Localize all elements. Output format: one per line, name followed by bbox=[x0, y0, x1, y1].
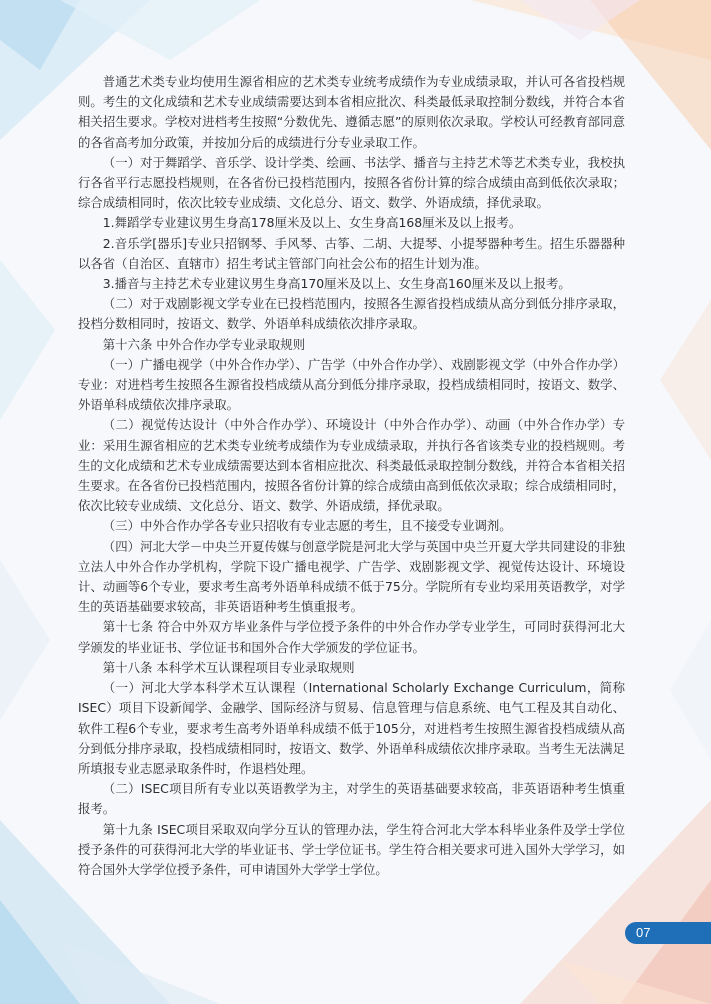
paragraph-item-1: （一）对于舞蹈学、音乐学、设计学类、绘画、书法学、播音与主持艺术等艺术类专业，我校执行各省平行志愿投档规则，在各省份已投档范围内，按照各省份计算的综合成绩由高到低依次录取；综合成绩相同时，依次比较专业成绩、文化总分、语文、数学、外语成绩，择优录取。 bbox=[78, 154, 625, 211]
paragraph-16-1: （一）广播电视学（中外合作办学）、广告学（中外合作办学）、戏剧影视文学（中外合作办学）专业：对进档考生按照各生源省投档成绩从高分到低分排序录取，投档成绩相同时，按语文、数学、外语单科成绩依次排序录取。 bbox=[78, 356, 625, 413]
article-18-heading: 第十八条 本科学术互认课程项目专业录取规则 bbox=[102, 659, 355, 675]
paragraph-intro: 普通艺术类专业均使用生源省相应的艺术类专业统考成绩作为专业成绩录取，并认可各省投档规则。考生的文化成绩和艺术专业成绩需要达到本省相应批次、科类最低录取控制分数线，并符合本省相关招生要求。学校对进档考生按照“分数优先、遵循志愿”的原则依次录取。学校认可经教育部同意的各省高考加分政策，并按加分后的成绩进行分专业录取工作。 bbox=[78, 74, 625, 150]
paragraph-item-2: （二）对于戏剧影视文学专业在已投档范围内，按照各生源省投档成绩从高分到低分排序录取，投档分数相同时，按语文、数学、外语单科成绩依次排序录取。 bbox=[78, 296, 625, 332]
article-17: 第十七条 符合中外双方毕业条件与学位授予条件的中外合作办学专业学生，可同时获得河北大学颁发的毕业证书、学位证书和国外合作大学颁发的学位证书。 bbox=[78, 619, 625, 655]
page-number-badge: 07 bbox=[625, 922, 711, 944]
paragraph-music: 2.音乐学[器乐]专业只招钢琴、手风琴、古筝、二胡、大提琴、小提琴器种考生。招生乐器器种以各省（自治区、直辖市）招生考试主管部门向社会公布的招生计划为准。 bbox=[78, 235, 625, 271]
paragraph-18-2: （二）ISEC项目所有专业以英语教学为主，对学生的英语基础要求较高，非英语语种考生慎重报考。 bbox=[78, 781, 625, 817]
document-body bbox=[78, 72, 625, 880]
article-19: 第十九条 ISEC项目采取双向学分互认的管理办法，学生符合河北大学本科毕业条件及学士学位授予条件的可获得河北大学的毕业证书、学士学位证书。学生符合相关要求可进入国外大学学习，如符合国外大学学位授予条件，可申请国外大学学士学位。 bbox=[78, 821, 625, 877]
paragraph-16-3: （三）中外合作办学各专业只招收有专业志愿的考生，且不接受专业调剂。 bbox=[102, 518, 512, 534]
paragraph-16-4: （四）河北大学－中央兰开夏传媒与创意学院是河北大学与英国中央兰开夏大学共同建设的非独立法人中外合作办学机构，学院下设广播电视学、广告学、戏剧影视文学、视觉传达设计、环境设计、动画等6个专业，要求考生高考外语单科成绩不低于75分。学院所有专业均采用英语教学，对学生的英语基础要求较高，非英语语种考生慎重报考。 bbox=[78, 538, 625, 615]
paragraph-dance: 1.舞蹈学专业建议男生身高178厘米及以上、女生身高168厘米及以上报考。 bbox=[102, 215, 522, 231]
paragraph-broadcast: 3.播音与主持艺术专业建议男生身高170厘米及以上、女生身高160厘米及以上报考。 bbox=[102, 276, 571, 292]
article-16-heading: 第十六条 中外合作办学专业录取规则 bbox=[102, 336, 305, 352]
paragraph-18-1: （一）河北大学本科学术互认课程（International Scholarly Exchange Curriculum，简称ISEC）项目下设新闻学、金融学、国际经济与贸易、信息管理与信息系统、电气工程及其自动化、软件工程6个专业，要求考生高考外语单科成绩不低于105分，对进档考生按照生源省投档成绩从高分到低分排序录取，投档成绩相同时，按语文、数学、外语单科成绩依次排序录取。当考生无法满足所填报专业志愿录取条件时，作退档处理。 bbox=[78, 680, 625, 776]
paragraph-16-2: （二）视觉传达设计（中外合作办学）、环境设计（中外合作办学）、动画（中外合作办学）专业：采用生源省相应的艺术类专业统考成绩作为专业成绩录取，并执行各省该类专业的投档规则。考生的文化成绩和艺术专业成绩需要达到本省相应批次、科类最低录取控制分数线，并符合本省相关招生要求。在各省份已投档范围内，按照各省份计算的综合成绩由高到低依次录取；综合成绩相同时，依次比较专业成绩、文化总分、语文、数学、外语成绩，择优录取。 bbox=[78, 417, 625, 514]
